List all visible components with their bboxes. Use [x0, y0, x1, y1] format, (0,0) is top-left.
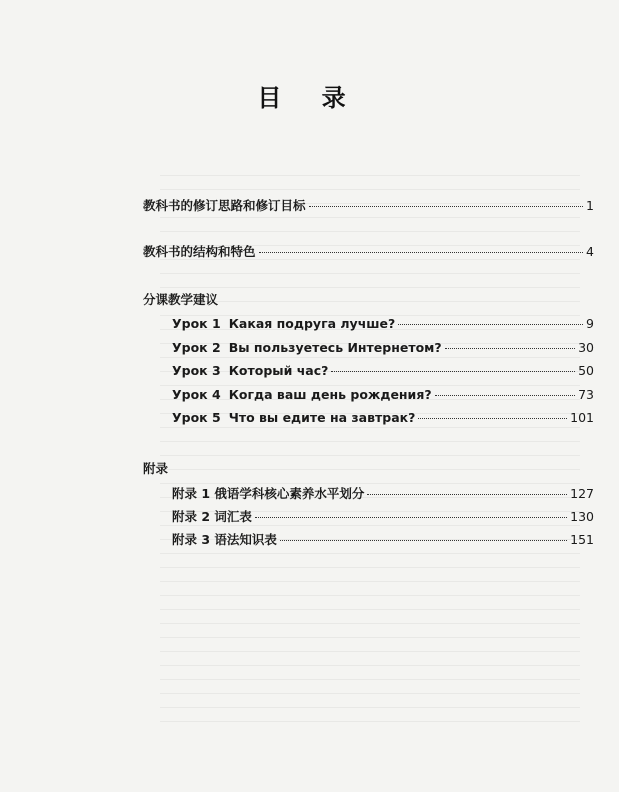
- lesson-title: Какая подруга лучше?: [228, 316, 396, 331]
- toc-entry-label: 教科书的结构和特色: [143, 244, 256, 259]
- toc-entry-structure: [143, 242, 594, 260]
- lesson-title: Который час?: [228, 363, 329, 378]
- toc-page-number: 101: [570, 410, 594, 425]
- page-title: 目 录: [257, 84, 362, 112]
- toc-page-number: 1: [586, 198, 594, 213]
- toc-page-number: 4: [586, 244, 594, 259]
- leader-dots: [367, 494, 567, 495]
- leader-dots: [259, 252, 584, 253]
- leader-dots: [445, 348, 575, 349]
- toc-entry-lesson-1: [172, 316, 594, 331]
- toc-entry-label: 附录 2 词汇表: [172, 509, 252, 524]
- toc-entry-label: 附录 1 俄语学科核心素养水平划分: [172, 486, 365, 501]
- lesson-title: Когда ваш день рождения?: [228, 387, 432, 402]
- toc-page-number: 30: [578, 340, 594, 355]
- toc-page-number: 73: [578, 387, 594, 402]
- toc-entry-lesson-3: [172, 363, 594, 378]
- lesson-number: Урок 5: [172, 410, 221, 425]
- toc-entry-lesson-4: [172, 387, 594, 402]
- toc-page-number: 151: [570, 532, 594, 547]
- toc-entry-appendix-2: [172, 507, 594, 525]
- toc-entry-revision: [143, 196, 594, 214]
- lesson-number: Урок 2: [172, 340, 221, 355]
- toc-entry-appendix-1: [172, 484, 594, 502]
- leader-dots: [435, 395, 576, 396]
- lesson-title: Вы пользуетесь Интернетом?: [228, 340, 442, 355]
- leader-dots: [418, 418, 567, 419]
- toc-entry-lesson-2: [172, 340, 594, 355]
- lesson-number: Урок 1: [172, 316, 221, 331]
- toc-page-number: 50: [578, 363, 594, 378]
- toc-page-number: 9: [586, 316, 594, 331]
- toc-page-number: 130: [570, 509, 594, 524]
- leader-dots: [331, 371, 575, 372]
- leader-dots: [309, 206, 584, 207]
- lesson-number: Урок 3: [172, 363, 221, 378]
- section-heading-lessons: 分课教学建议: [143, 292, 219, 307]
- leader-dots: [255, 517, 567, 518]
- lesson-title: Что вы едите на завтрак?: [228, 410, 416, 425]
- toc-page-number: 127: [570, 486, 594, 501]
- toc-entry-appendix-3: [172, 530, 594, 548]
- leader-dots: [398, 324, 583, 325]
- toc-entry-label: 附录 3 语法知识表: [172, 532, 277, 547]
- section-heading-appendix: 附录: [143, 461, 169, 476]
- toc-entry-label: 教科书的修订思路和修订目标: [143, 198, 306, 213]
- lesson-number: Урок 4: [172, 387, 221, 402]
- leader-dots: [280, 540, 567, 541]
- toc-entry-lesson-5: [172, 410, 594, 425]
